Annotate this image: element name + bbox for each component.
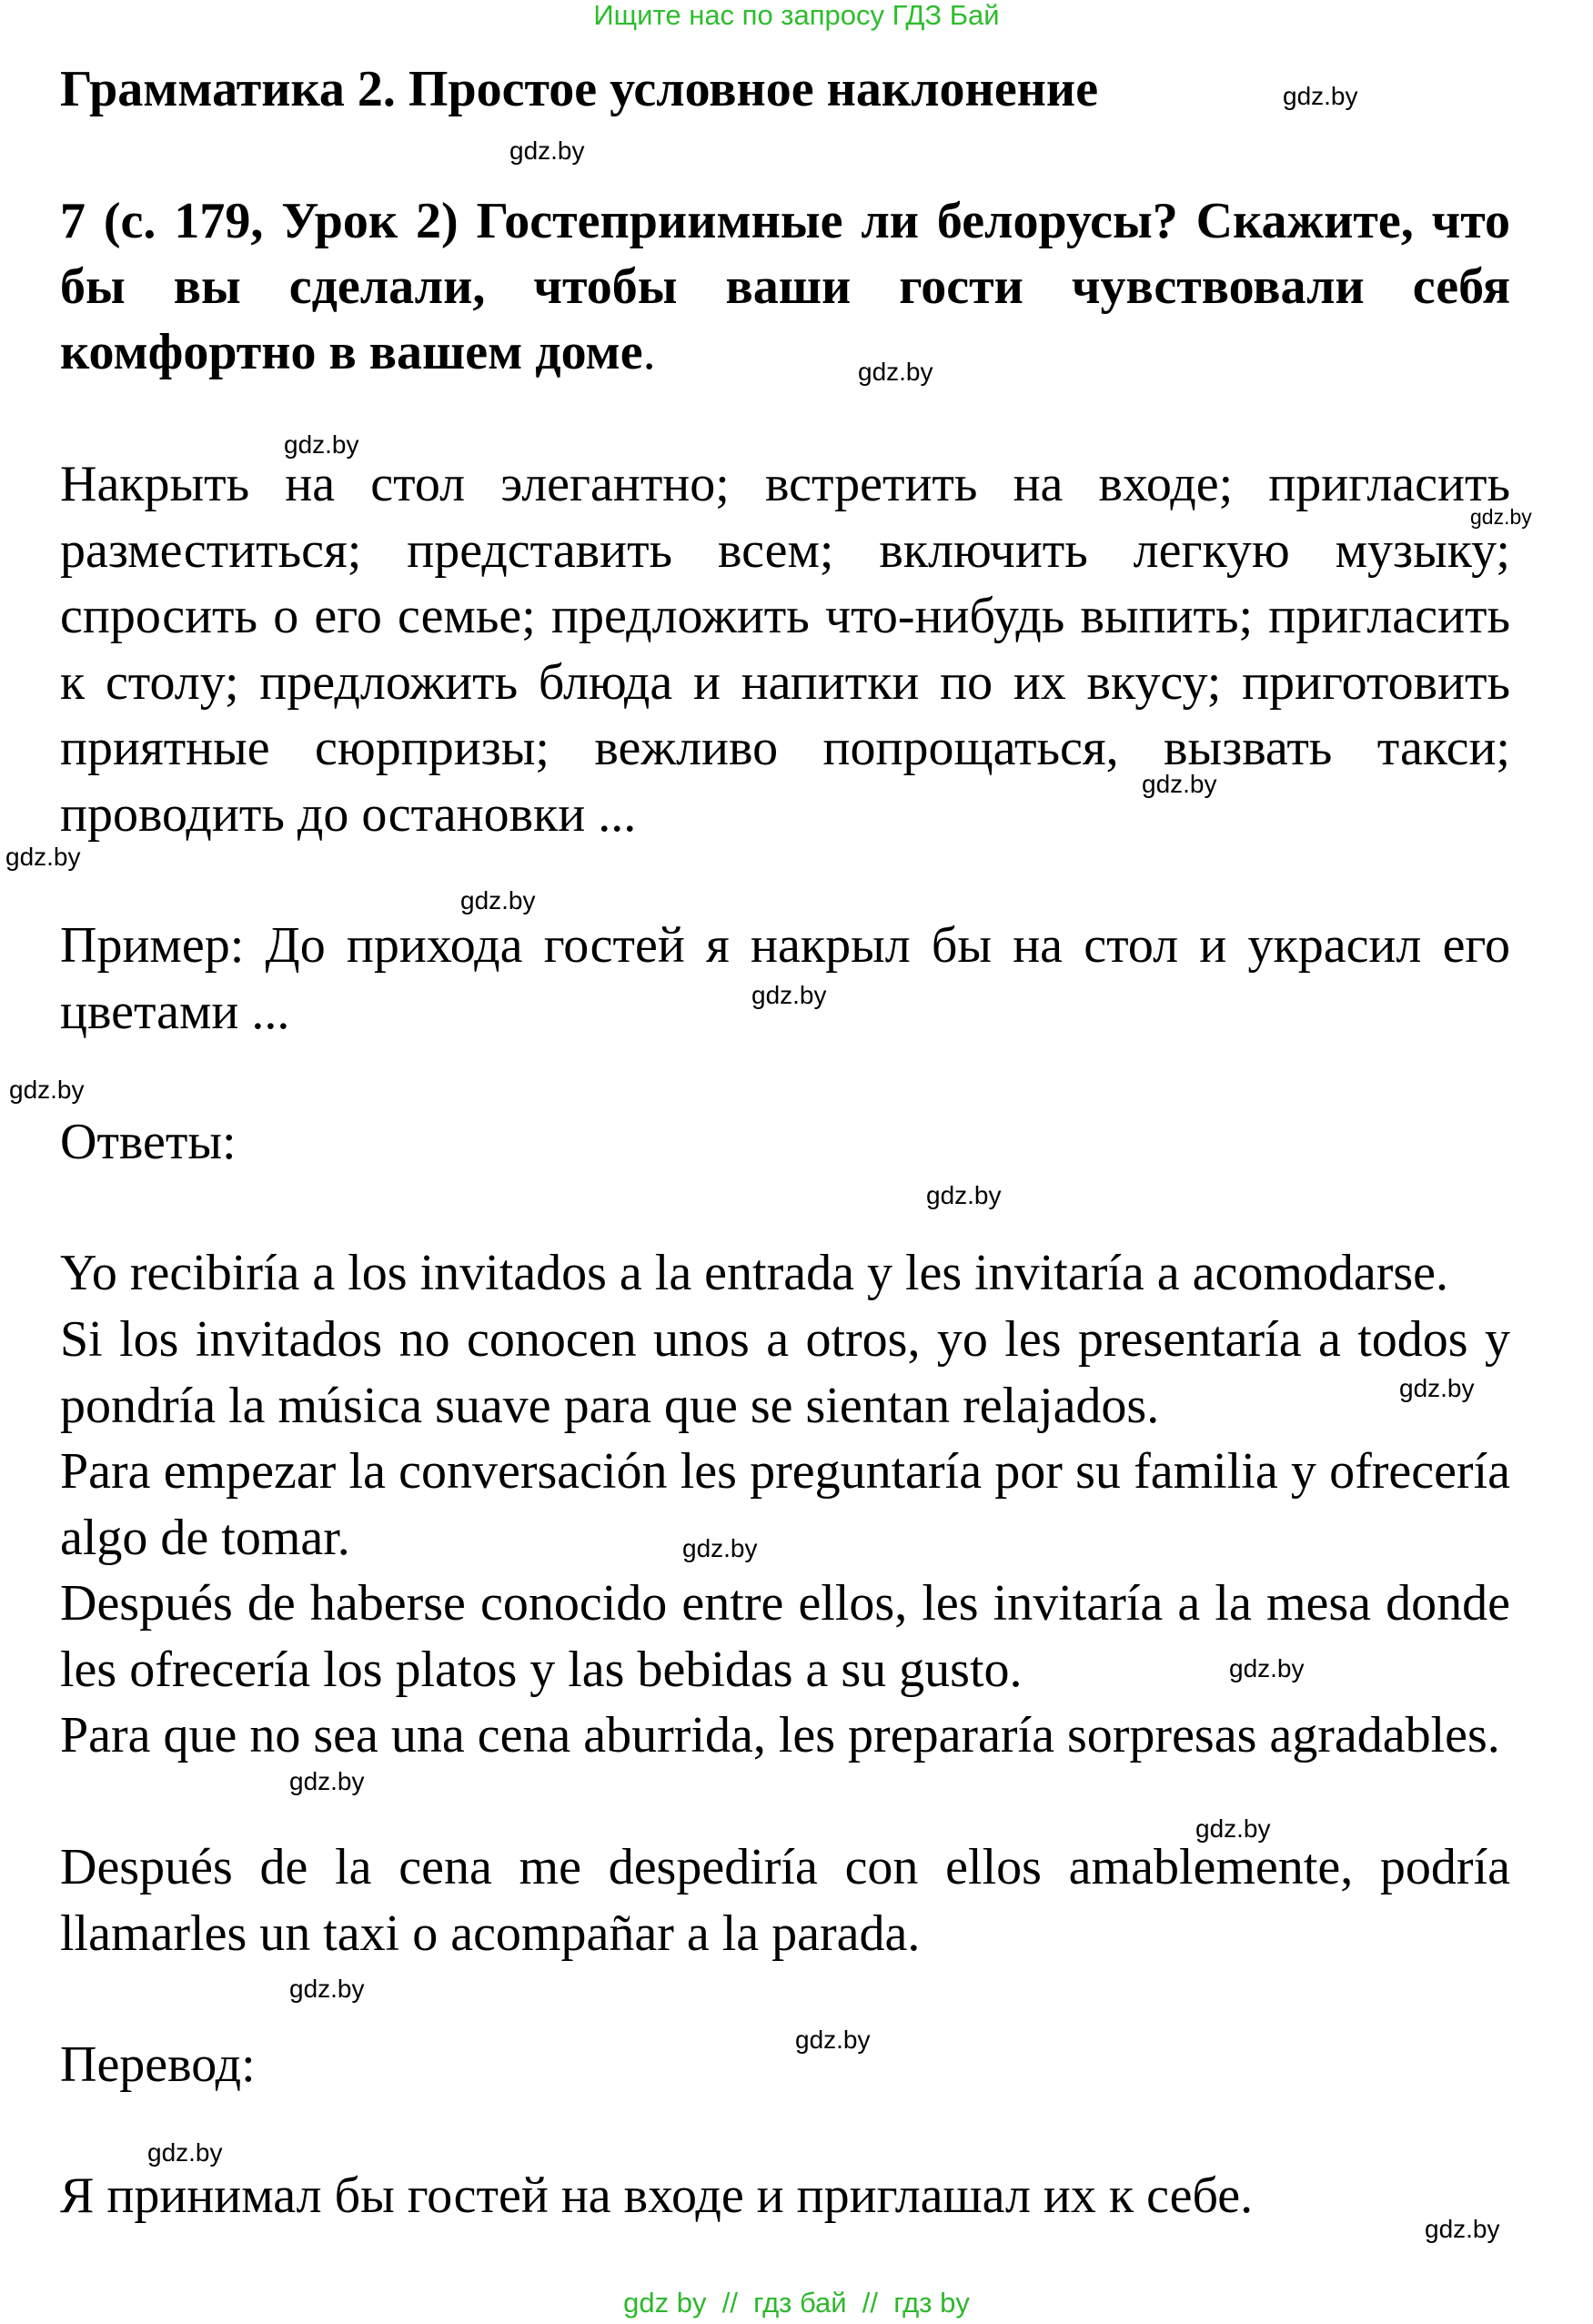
task-heading-text: 7 (с. 179, Урок 2) Гостеприимные ли белорусы? Скажите, что бы вы сделали, чтобы ваши гости чувствовали себя комфортно в вашем доме	[60, 193, 1510, 380]
top-banner[interactable]: Ищите нас по запросу ГДЗ Бай	[593, 0, 1000, 31]
watermark: gdz.by	[5, 843, 81, 871]
watermark: gdz.by	[509, 136, 585, 165]
watermark: gdz.by	[1142, 770, 1217, 798]
watermark: gdz.by	[147, 2138, 223, 2167]
watermark: gdz.by	[289, 1975, 365, 2003]
watermark: gdz.by	[795, 2026, 871, 2054]
answer-line: Después de la cena me despediría con ellos amablemente, podría llamarles un taxi o acompañar a la parada.	[60, 1839, 1510, 1962]
page-title: Грамматика 2. Простое условное наклонение	[60, 61, 1099, 117]
watermark: gdz.by	[1399, 1374, 1475, 1402]
footer-links[interactable]	[0, 2287, 1593, 2319]
footer-text[interactable]: gdz by // гдз бай // гдз by	[623, 2287, 970, 2319]
watermark: gdz.by	[1229, 1654, 1305, 1682]
answer-line: Después de haberse conocido entre ellos, les invitaría a la mesa donde les ofrecería los platos y las bebidas a su gusto.	[60, 1575, 1510, 1698]
answer-line: Si los invitados no conocen unos a otros, yo les presentaría a todos y pondría la música suave para que se sientan relajados.	[60, 1311, 1510, 1434]
watermark: gdz.by	[9, 1076, 85, 1104]
watermark: gdz.by	[289, 1767, 365, 1795]
watermark: gdz.by	[284, 430, 359, 459]
watermark: gdz.by	[1283, 82, 1358, 110]
watermark: gdz.by	[1470, 505, 1532, 529]
answer-line: Para empezar la conversación les preguntaría por su familia y ofrecería algo de tomar.	[60, 1443, 1510, 1566]
suggestions-paragraph: Накрыть на стол элегантно; встретить на входе; пригласить разместиться; представить всем; включить легкую музыку; спросить о его семье; предложить что-нибудь выпить; пригласить к столу; предложить блюда и напитки по их вкусу; приготовить приятные сюрпризы; вежливо попрощаться, вызвать такси; проводить до остановки ...	[60, 456, 1510, 843]
example-paragraph: Пример: До прихода гостей я накрыл бы на стол и украсил его цветами ...	[60, 917, 1510, 1040]
answer-line: Para que no sea una cena aburrida, les prepararía sorpresas agradables.	[60, 1707, 1500, 1763]
watermark: gdz.by	[926, 1181, 1002, 1209]
answer-line: Yo recibiría a los invitados a la entrada y les invitaría a acomodarse.	[60, 1245, 1449, 1301]
task-heading	[60, 188, 1510, 385]
task-heading-period: .	[642, 324, 656, 380]
answers-heading: Ответы:	[60, 1114, 237, 1170]
translation-line: Я принимал бы гостей на входе и приглашал их к себе.	[60, 2167, 1254, 2224]
watermark: gdz.by	[858, 358, 933, 386]
watermark: gdz.by	[682, 1534, 758, 1562]
watermark: gdz.by	[1425, 2215, 1500, 2243]
watermark: gdz.by	[751, 981, 827, 1009]
watermark: gdz.by	[1195, 1814, 1271, 1843]
watermark: gdz.by	[460, 886, 536, 914]
translation-heading: Перевод:	[60, 2036, 256, 2093]
